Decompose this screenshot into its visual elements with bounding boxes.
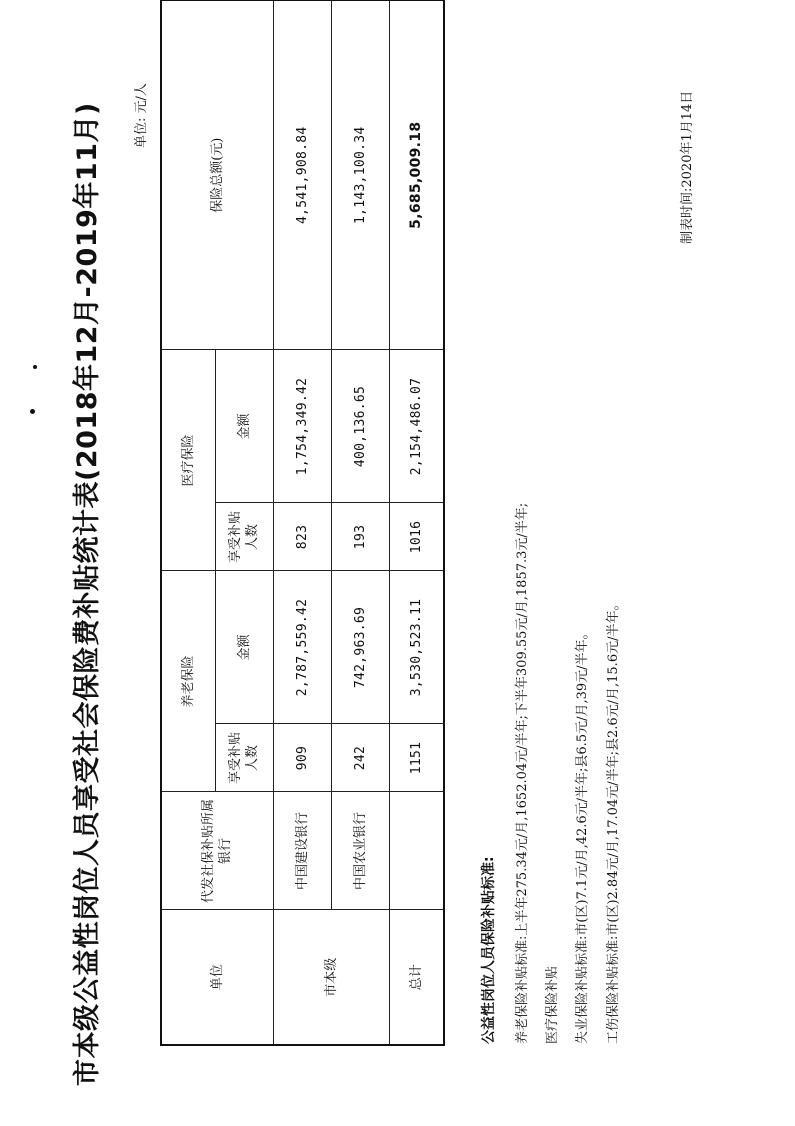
note-unemployment: 失业保险补贴标准:市(区)7.1元/月,42.6元/半年;县6.5元/月,39元/半年。 (575, 626, 590, 1044)
statistics-table (160, 0, 445, 1046)
bank-name: 中国建设银行 (273, 792, 331, 910)
note-medical: 医疗保险补贴 (545, 965, 560, 1044)
header-pension: 养老保险 (161, 571, 215, 792)
total-medical-amount: 2,154,486.07 (389, 350, 444, 503)
pension-amount: 2,787,559.42 (273, 571, 331, 724)
medical-amount: 1,754,349.42 (273, 350, 331, 503)
pension-amount: 742,963.69 (331, 571, 389, 724)
header-medical: 医疗保险 (161, 350, 215, 571)
total-row (389, 0, 444, 1045)
medical-people: 193 (331, 503, 389, 571)
scan-dot (33, 365, 37, 369)
note-injury: 工伤保险补贴标准:市(区)2.84元/月,17.04元/半年;县2.6元/月,15.6元/半年。 (606, 597, 621, 1044)
header-total: 保险总额(元) (161, 0, 273, 350)
header-row-1 (161, 0, 215, 1045)
notes-heading: 公益性岗位人员保险补贴标准: (481, 856, 497, 1044)
total-pension-people: 1151 (389, 724, 444, 792)
table-row (273, 0, 331, 1045)
document-title: 市本级公益性岗位人员享受社会保险费补贴统计表(2018年12月-2019年11月) (72, 102, 103, 1086)
note-pension: 养老保险补贴标准:上半年275.34元/月,1652.04元/半年;下半年309.55元/月,1857.3元/半年; (515, 502, 530, 1044)
header-medical-amount: 金额 (215, 350, 273, 503)
medical-people: 823 (273, 503, 331, 571)
header-unit: 单位 (161, 910, 273, 1045)
total-pension-amount: 3,530,523.11 (389, 571, 444, 724)
total-medical-people: 1016 (389, 503, 444, 571)
bank-name: 中国农业银行 (331, 792, 389, 910)
total-bank-empty (389, 792, 444, 910)
total-label: 总计 (389, 910, 444, 1045)
scan-dot (30, 409, 35, 414)
group-label: 市本级 (273, 910, 389, 1045)
grand-total: 5,685,009.18 (389, 0, 444, 350)
unit-note: 单位: 元/人 (134, 83, 149, 148)
table-date: 制表时间:2020年1月14日 (680, 90, 695, 244)
header-pension-people: 享受补贴人数 (215, 724, 273, 792)
row-total: 1,143,100.34 (331, 0, 389, 350)
medical-amount: 400,136.65 (331, 350, 389, 503)
row-total: 4,541,908.84 (273, 0, 331, 350)
header-medical-people: 享受补贴人数 (215, 503, 273, 571)
table-row (331, 0, 389, 1045)
pension-people: 242 (331, 724, 389, 792)
pension-people: 909 (273, 724, 331, 792)
header-pension-amount: 金额 (215, 571, 273, 724)
header-bank: 代发社保补贴所属银行 (161, 792, 273, 910)
